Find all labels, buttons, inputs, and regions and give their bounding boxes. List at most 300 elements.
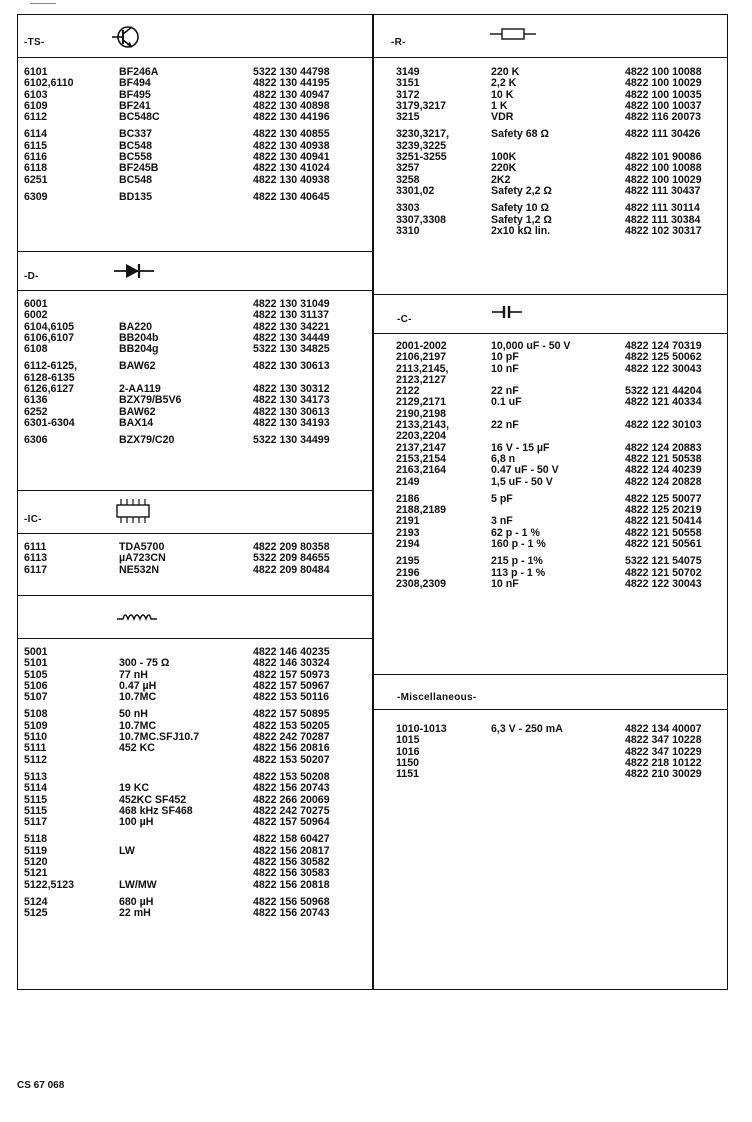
type-cell: 62 p - 1 % xyxy=(491,526,540,539)
code-cell: 4822 125 50062 xyxy=(625,351,702,364)
type-cell: BAW62 xyxy=(119,405,156,418)
type-cell: 0.47 uF - 50 V xyxy=(491,464,559,477)
table-row xyxy=(396,477,702,488)
table-row xyxy=(396,539,702,550)
code-cell: 4822 156 20818 xyxy=(253,878,330,891)
code-cell: 4822 157 50973 xyxy=(253,668,330,681)
code-cell: 4822 156 30582 xyxy=(253,856,330,869)
ref-cell: 3239,3225 xyxy=(396,139,447,152)
code-cell: 4822 218 10122 xyxy=(625,756,702,769)
ref-cell: 1150 xyxy=(396,756,419,769)
r-section-label: -R- xyxy=(391,37,406,48)
code-cell: 4822 266 20069 xyxy=(253,793,330,806)
code-cell: 4822 157 50964 xyxy=(253,816,330,829)
type-cell: 16 V - 15 µF xyxy=(491,441,550,454)
code-cell: 4822 157 50967 xyxy=(253,679,330,692)
type-cell: 10 nF xyxy=(491,362,519,375)
ref-cell: 5101 xyxy=(24,657,48,670)
table-row xyxy=(24,565,330,576)
ref-cell: 5115 xyxy=(24,804,47,817)
ref-cell: 3215 xyxy=(396,111,420,124)
type-cell: BD135 xyxy=(119,190,152,203)
table-row xyxy=(396,112,702,123)
ref-cell: 6001 xyxy=(24,298,48,310)
table-row xyxy=(396,735,702,746)
type-cell: BC548 xyxy=(119,173,152,186)
ref-cell: 2186 xyxy=(396,492,420,505)
ref-cell: 2188,2189 xyxy=(396,504,447,517)
type-cell: 10 pF xyxy=(491,351,519,364)
table-row xyxy=(396,465,702,476)
code-cell: 4822 121 50414 xyxy=(625,515,702,528)
code-cell: 4822 101 90086 xyxy=(625,151,702,164)
code-cell: 4822 111 30114 xyxy=(625,202,700,215)
c-section-label: -C- xyxy=(397,314,412,325)
ref-cell: 3257 xyxy=(396,162,420,175)
table-row xyxy=(396,556,702,567)
code-cell: 4822 125 50077 xyxy=(625,492,702,505)
ref-cell: 3258 xyxy=(396,173,420,186)
c-rows xyxy=(396,341,702,590)
type-cell: 3 nF xyxy=(491,515,513,528)
ic-section-header xyxy=(17,490,374,534)
code-cell: 4822 116 20073 xyxy=(625,111,702,124)
code-cell: 4822 130 34221 xyxy=(253,320,330,333)
ref-cell: 6301-6304 xyxy=(24,416,75,429)
table-row xyxy=(396,579,702,590)
ref-cell: 3307,3308 xyxy=(396,213,447,226)
table-row xyxy=(24,418,330,429)
type-cell: 22 nF xyxy=(491,419,519,432)
ref-cell: 5114 xyxy=(24,782,47,795)
type-cell: 452 KC xyxy=(119,742,155,755)
resistor-icon xyxy=(488,26,538,42)
type-cell: 10.7MC xyxy=(119,719,157,732)
code-cell: 5322 130 44798 xyxy=(253,66,330,78)
code-cell: 4822 121 50561 xyxy=(625,538,702,551)
ref-cell: 6306 xyxy=(24,434,48,447)
code-cell: 4822 209 80484 xyxy=(253,563,330,576)
code-cell: 4822 153 50116 xyxy=(253,691,330,704)
code-cell: 4822 125 20219 xyxy=(625,504,702,517)
type-cell: 220 K xyxy=(491,66,520,78)
code-cell: 4822 121 50702 xyxy=(625,566,702,579)
scan-mark xyxy=(30,3,56,4)
code-cell: 4822 130 31137 xyxy=(253,309,330,322)
type-cell: 5 pF xyxy=(491,492,513,505)
type-cell: 22 mH xyxy=(119,907,151,920)
code-cell: 4822 130 44195 xyxy=(253,77,330,90)
ref-cell: 6109 xyxy=(24,99,48,112)
ref-cell: 3301,02 xyxy=(396,184,435,197)
ref-cell: 5109 xyxy=(24,719,48,732)
code-cell: 4822 124 40239 xyxy=(625,464,702,477)
ref-cell: 2129,2171 xyxy=(396,396,447,409)
ref-cell: 5121 xyxy=(24,867,48,880)
code-cell: 4822 146 40235 xyxy=(253,646,330,658)
type-cell: 6,3 V - 250 mA xyxy=(491,723,563,735)
r-rows xyxy=(396,67,702,237)
ref-cell: 6101 xyxy=(24,66,48,78)
code-cell: 4822 156 20816 xyxy=(253,742,330,755)
code-cell: 4822 153 50207 xyxy=(253,753,330,766)
code-cell: 4822 111 30437 xyxy=(625,184,701,197)
type-cell: BB204g xyxy=(119,343,159,356)
ic-chip-icon xyxy=(113,497,153,527)
capacitor-icon xyxy=(490,304,524,320)
ref-cell: 5113 xyxy=(24,770,47,783)
ref-cell: 5110 xyxy=(24,731,47,744)
ref-cell: 3303 xyxy=(396,202,420,215)
code-cell: 4822 134 40007 xyxy=(625,723,702,735)
ref-cell: 6251 xyxy=(24,173,48,186)
misc-rows xyxy=(396,724,702,780)
ref-cell: 2137,2147 xyxy=(396,441,447,454)
code-cell: 4822 100 10088 xyxy=(625,66,702,78)
ref-cell: 2195 xyxy=(396,555,420,568)
code-cell: 4822 130 40938 xyxy=(253,173,330,186)
ref-cell: 5124 xyxy=(24,895,48,908)
type-cell: BF245B xyxy=(119,162,159,175)
type-cell: 468 kHz SF468 xyxy=(119,804,193,817)
type-cell: 50 nH xyxy=(119,708,148,721)
ref-cell: 3251-3255 xyxy=(396,151,447,164)
code-cell: 4822 100 10037 xyxy=(625,99,702,112)
type-cell: Safety 68 Ω xyxy=(491,128,549,141)
table-row xyxy=(396,203,702,214)
ref-cell: 5112 xyxy=(24,753,47,766)
coil-rows xyxy=(24,647,330,920)
type-cell: 10 K xyxy=(491,88,514,101)
code-cell: 4822 121 50538 xyxy=(625,452,702,465)
type-cell: Safety 2,2 Ω xyxy=(491,184,552,197)
code-cell: 4822 130 34173 xyxy=(253,394,330,407)
type-cell: NE532N xyxy=(119,563,160,576)
ref-cell: 6002 xyxy=(24,309,48,322)
code-cell: 4822 121 50558 xyxy=(625,526,702,539)
code-cell: 4822 124 70319 xyxy=(625,340,702,352)
type-cell: 0.1 uF xyxy=(491,396,522,409)
ref-cell: 1016 xyxy=(396,745,420,758)
code-cell: 5322 130 34825 xyxy=(253,343,330,356)
type-cell: 100K xyxy=(491,151,517,164)
ref-cell: 6126,6127 xyxy=(24,383,75,396)
d-section-label: -D- xyxy=(24,271,39,282)
ref-cell: 6116 xyxy=(24,151,47,164)
ref-cell: 6128-6135 xyxy=(24,371,75,384)
ref-cell: 2001-2002 xyxy=(396,340,447,352)
ref-cell: 6108 xyxy=(24,343,48,356)
table-row xyxy=(24,310,330,321)
type-cell: VDR xyxy=(491,111,514,124)
code-cell: 4822 130 40938 xyxy=(253,139,330,152)
ic-rows xyxy=(24,542,330,576)
ref-cell: 6102,6110 xyxy=(24,77,74,90)
table-row xyxy=(24,175,330,186)
ref-cell: 5125 xyxy=(24,907,48,920)
d-section-header xyxy=(17,251,374,291)
ref-cell: 1015 xyxy=(396,734,420,747)
table-row xyxy=(396,163,702,174)
code-cell: 4822 209 80358 xyxy=(253,541,330,553)
ref-cell: 5118 xyxy=(24,833,47,846)
type-cell: LW xyxy=(119,844,135,857)
table-row xyxy=(24,692,330,703)
code-cell: 4822 122 30043 xyxy=(625,362,702,375)
code-cell: 4822 130 40855 xyxy=(253,128,330,141)
ref-cell: 2122 xyxy=(396,385,420,398)
ref-cell: 2196 xyxy=(396,566,420,579)
code-cell: 5322 121 44204 xyxy=(625,385,702,398)
code-cell: 4822 153 50208 xyxy=(253,770,330,783)
ref-cell: 2113,2145, xyxy=(396,362,449,375)
code-cell: 4822 122 30043 xyxy=(625,577,702,590)
code-cell: 4822 100 10029 xyxy=(625,173,702,186)
table-row xyxy=(24,755,330,766)
type-cell: 2-AA119 xyxy=(119,383,161,396)
ref-cell: 5122,5123 xyxy=(24,878,75,891)
table-row xyxy=(24,783,330,794)
code-cell: 4822 124 20883 xyxy=(625,441,702,454)
type-cell: 0.47 µH xyxy=(119,679,157,692)
code-cell: 4822 130 41024 xyxy=(253,162,330,175)
type-cell: BF494 xyxy=(119,77,151,90)
code-cell: 4822 111 30426 xyxy=(625,128,701,141)
code-cell: 4822 130 40947 xyxy=(253,88,330,101)
ts-section-header xyxy=(17,14,374,58)
ref-cell: 5106 xyxy=(24,679,48,692)
code-cell: 4822 146 30324 xyxy=(253,657,330,670)
code-cell: 4822 100 10029 xyxy=(625,77,702,90)
type-cell: BC548C xyxy=(119,111,160,124)
table-row xyxy=(24,192,330,203)
table-row xyxy=(396,78,702,89)
type-cell: 113 p - 1 % xyxy=(491,566,546,579)
table-row xyxy=(24,868,330,879)
ref-cell: 5117 xyxy=(24,816,47,829)
type-cell: 10 nF xyxy=(491,577,519,590)
type-cell: BB204b xyxy=(119,331,159,344)
type-cell: Safety 10 Ω xyxy=(491,202,549,215)
type-cell: TDA5700 xyxy=(119,541,165,553)
type-cell: 100 µH xyxy=(119,816,154,829)
type-cell: BA220 xyxy=(119,320,152,333)
document-code: CS 67 068 xyxy=(17,1080,65,1091)
ref-cell: 5107 xyxy=(24,691,48,704)
ref-cell: 2133,2143, xyxy=(396,419,450,432)
type-cell: BF495 xyxy=(119,88,151,101)
table-row xyxy=(24,344,330,355)
type-cell: 160 p - 1 % xyxy=(491,538,546,551)
r-section-header xyxy=(373,14,728,58)
ref-cell: 2190,2198 xyxy=(396,407,447,420)
code-cell: 4822 130 34193 xyxy=(253,416,330,429)
table-row xyxy=(396,769,702,780)
ref-cell: 2191 xyxy=(396,515,420,528)
ref-cell: 2203,2204 xyxy=(396,430,447,443)
code-cell: 4822 156 20743 xyxy=(253,907,330,920)
d-rows xyxy=(24,299,330,447)
table-row xyxy=(396,186,702,197)
ref-cell: 6106,6107 xyxy=(24,331,75,344)
code-cell: 4822 156 20817 xyxy=(253,844,330,857)
table-row xyxy=(396,352,702,363)
ref-cell: 3310 xyxy=(396,224,420,237)
ref-cell: 3172 xyxy=(396,88,420,101)
type-cell: BAW62 xyxy=(119,360,156,373)
ref-cell: 3179,3217 xyxy=(396,99,447,112)
type-cell: 10.7MC xyxy=(119,691,157,704)
diode-icon xyxy=(112,262,156,280)
ref-cell: 6113 xyxy=(24,552,47,565)
code-cell: 4822 130 40898 xyxy=(253,99,330,112)
ref-cell: 2193 xyxy=(396,526,420,539)
code-cell: 4822 130 40941 xyxy=(253,151,330,164)
type-cell: 680 µH xyxy=(119,895,154,908)
ref-cell: 6252 xyxy=(24,405,48,418)
table-row xyxy=(24,78,330,89)
table-row xyxy=(24,163,330,174)
code-cell: 4822 156 30583 xyxy=(253,867,330,880)
table-row xyxy=(24,435,330,446)
code-cell: 4822 347 10228 xyxy=(625,734,702,747)
table-row xyxy=(24,817,330,828)
table-row xyxy=(24,553,330,564)
code-cell: 5322 130 34499 xyxy=(253,434,330,447)
code-cell: 4822 121 40334 xyxy=(625,396,702,409)
ref-cell: 2149 xyxy=(396,475,420,488)
code-cell: 4822 100 10088 xyxy=(625,162,702,175)
code-cell: 4822 347 10229 xyxy=(625,745,702,758)
table-row xyxy=(396,431,702,442)
type-cell: BZX79/C20 xyxy=(119,434,175,447)
ref-cell: 6112-6125, xyxy=(24,360,78,373)
type-cell: 77 nH xyxy=(119,668,148,681)
ref-cell: 2106,2197 xyxy=(396,351,447,364)
type-cell: BZX79/B5V6 xyxy=(119,394,182,407)
type-cell: 2,2 K xyxy=(491,77,517,90)
code-cell: 4822 130 30613 xyxy=(253,405,330,418)
code-cell: 4822 157 50895 xyxy=(253,708,330,721)
ref-cell: 6136 xyxy=(24,394,48,407)
ref-cell: 3149 xyxy=(396,66,420,78)
code-cell: 4822 130 34449 xyxy=(253,331,330,344)
type-cell: 300 - 75 Ω xyxy=(119,657,170,670)
type-cell: 10.7MC.SFJ10.7 xyxy=(119,731,200,744)
table-row xyxy=(24,743,330,754)
code-cell: 4822 156 50968 xyxy=(253,895,330,908)
code-cell: 5322 121 54075 xyxy=(625,555,702,568)
type-cell: 220K xyxy=(491,162,517,175)
ref-cell: 6111 xyxy=(24,541,47,553)
ref-cell: 1151 xyxy=(396,768,419,781)
ref-cell: 1010-1013 xyxy=(396,723,447,735)
coil-section-header xyxy=(17,595,374,639)
code-cell: 4822 130 30312 xyxy=(253,383,330,396)
transistor-icon xyxy=(110,22,146,52)
ref-cell: 2163,2164 xyxy=(396,464,447,477)
ref-cell: 6104,6105 xyxy=(24,320,75,333)
type-cell: BC558 xyxy=(119,151,152,164)
code-cell: 5322 209 84655 xyxy=(253,552,330,565)
code-cell: 4822 242 70275 xyxy=(253,804,330,817)
ref-cell: 2153,2154 xyxy=(396,452,447,465)
ref-cell: 2308,2309 xyxy=(396,577,447,590)
ref-cell: 6117 xyxy=(24,563,47,576)
code-cell: 4822 100 10035 xyxy=(625,88,702,101)
type-cell: BAX14 xyxy=(119,416,154,429)
table-row xyxy=(24,395,330,406)
ref-cell: 5111 xyxy=(24,742,47,755)
type-cell: 19 KC xyxy=(119,782,150,795)
code-cell: 4822 242 70287 xyxy=(253,731,330,744)
type-cell: 10,000 uF - 50 V xyxy=(491,340,571,352)
table-row xyxy=(396,226,702,237)
type-cell: µA723CN xyxy=(119,552,166,565)
ref-cell: 6309 xyxy=(24,190,48,203)
type-cell: 2x10 kΩ lin. xyxy=(491,224,551,237)
code-cell: 4822 130 30613 xyxy=(253,360,330,373)
ref-cell: 3151 xyxy=(396,77,420,90)
code-cell: 4822 130 44196 xyxy=(253,111,330,124)
type-cell: 6,8 n xyxy=(491,452,516,465)
type-cell: 2K2 xyxy=(491,173,511,186)
ref-cell: 3230,3217, xyxy=(396,128,450,141)
type-cell: BF241 xyxy=(119,99,151,112)
ref-cell: 5001 xyxy=(24,646,48,658)
type-cell: BC548 xyxy=(119,139,152,152)
ref-cell: 6115 xyxy=(24,139,47,152)
type-cell: 452KC SF452 xyxy=(119,793,187,806)
table-row xyxy=(24,908,330,919)
table-row xyxy=(24,658,330,669)
ref-cell: 6103 xyxy=(24,88,48,101)
misc-section-label: -Miscellaneous- xyxy=(397,692,477,703)
ref-cell: 5120 xyxy=(24,856,48,869)
ref-cell: 2194 xyxy=(396,538,420,551)
type-cell: 215 p - 1% xyxy=(491,555,543,568)
coil-icon xyxy=(115,609,159,623)
type-cell: 1 K xyxy=(491,99,508,112)
ref-cell: 6112 xyxy=(24,111,47,124)
code-cell: 4822 130 31049 xyxy=(253,298,330,310)
type-cell: BC337 xyxy=(119,128,152,141)
code-cell: 4822 111 30384 xyxy=(625,213,701,226)
type-cell: 22 nF xyxy=(491,385,519,398)
ref-cell: 6114 xyxy=(24,128,47,141)
type-cell: Safety 1,2 Ω xyxy=(491,213,552,226)
ts-rows xyxy=(24,67,330,203)
code-cell: 4822 156 20743 xyxy=(253,782,330,795)
ref-cell: 5105 xyxy=(24,668,48,681)
ic-section-label: -IC- xyxy=(24,514,42,525)
ref-cell: 5115 xyxy=(24,793,47,806)
table-row xyxy=(24,880,330,891)
ref-cell: 5108 xyxy=(24,708,48,721)
type-cell: BF246A xyxy=(119,66,159,78)
code-cell: 4822 158 60427 xyxy=(253,833,330,846)
type-cell: LW/MW xyxy=(119,878,157,891)
table-row xyxy=(24,112,330,123)
ref-cell: 6118 xyxy=(24,162,47,175)
code-cell: 4822 124 20828 xyxy=(625,475,702,488)
code-cell: 4822 102 30317 xyxy=(625,224,702,237)
code-cell: 4822 130 40645 xyxy=(253,190,330,203)
c-section-header xyxy=(373,294,728,334)
ref-cell: 2123,2127 xyxy=(396,373,447,386)
code-cell: 4822 210 30029 xyxy=(625,768,702,781)
ref-cell: 5119 xyxy=(24,844,47,857)
